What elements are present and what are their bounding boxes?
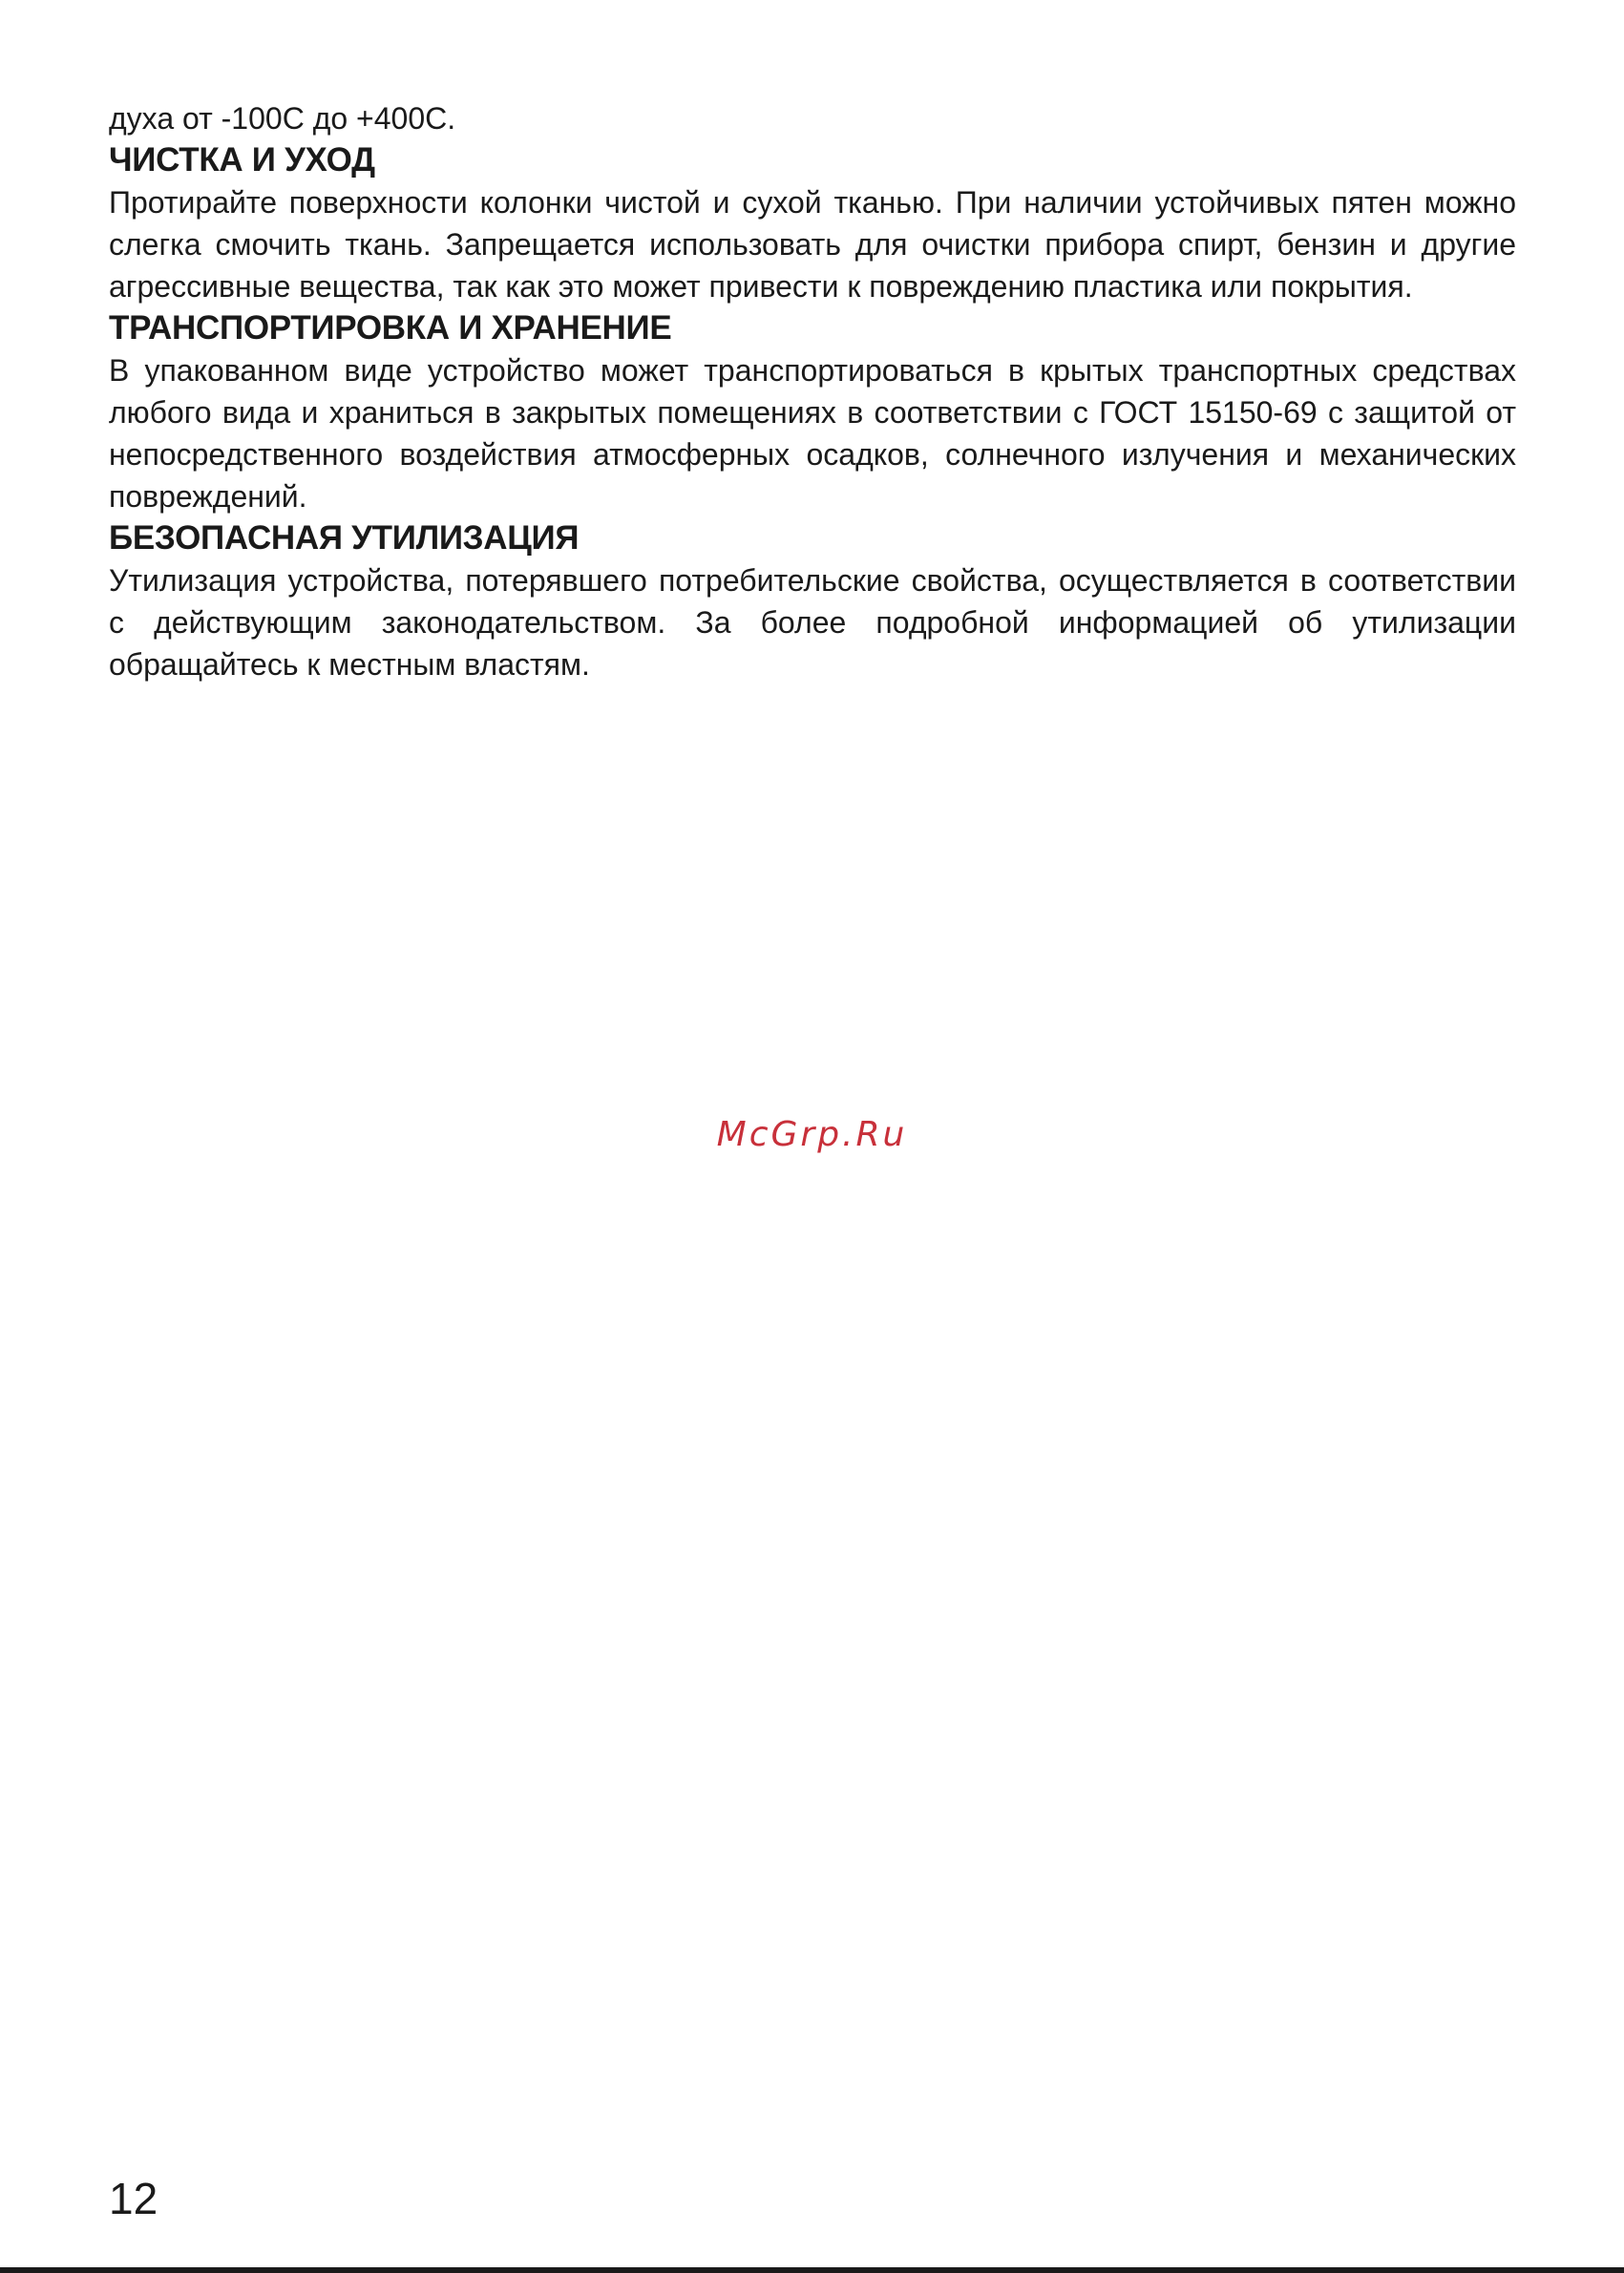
section-text-cleaning: Протирайте поверхности колонки чистой и сухой тканью. При наличии устойчивых пятен можно слегка смочить ткань. Запрещается использовать для очистки прибора спирт, бензин и другие агрессивные вещества, так как это может привести к повреждению пластика или покрытия. bbox=[109, 185, 1516, 304]
page-content bbox=[109, 97, 1516, 685]
bottom-rule bbox=[0, 2267, 1624, 2273]
watermark: McGrp.Ru bbox=[716, 1115, 908, 1154]
section-heading-cleaning: ЧИСТКА И УХОД bbox=[109, 141, 375, 179]
section-text-transport: В упакованном виде устройство может транспортироваться в крытых транспортных средствах любого вида и храниться в закрытых помещениях в соответствии с ГОСТ 15150-69 с защитой от непосредственного воздействия атмосферных осадков, солнечного излучения и механических повреждений. bbox=[109, 353, 1516, 514]
section-heading-disposal: БЕЗОПАСНАЯ УТИЛИЗАЦИЯ bbox=[109, 519, 580, 557]
section-heading-transport: ТРАНСПОРТИРОВКА И ХРАНЕНИЕ bbox=[109, 309, 672, 347]
section-text-disposal: Утилизация устройства, потерявшего потребительские свойства, осуществляется в соответствии с действующим законодательством. За более подробной информацией об утилизации обращайтесь к местным властям. bbox=[109, 563, 1516, 682]
page-number: 12 bbox=[109, 2174, 158, 2223]
continuation-text: духа от -100С до +400С. bbox=[109, 101, 456, 136]
